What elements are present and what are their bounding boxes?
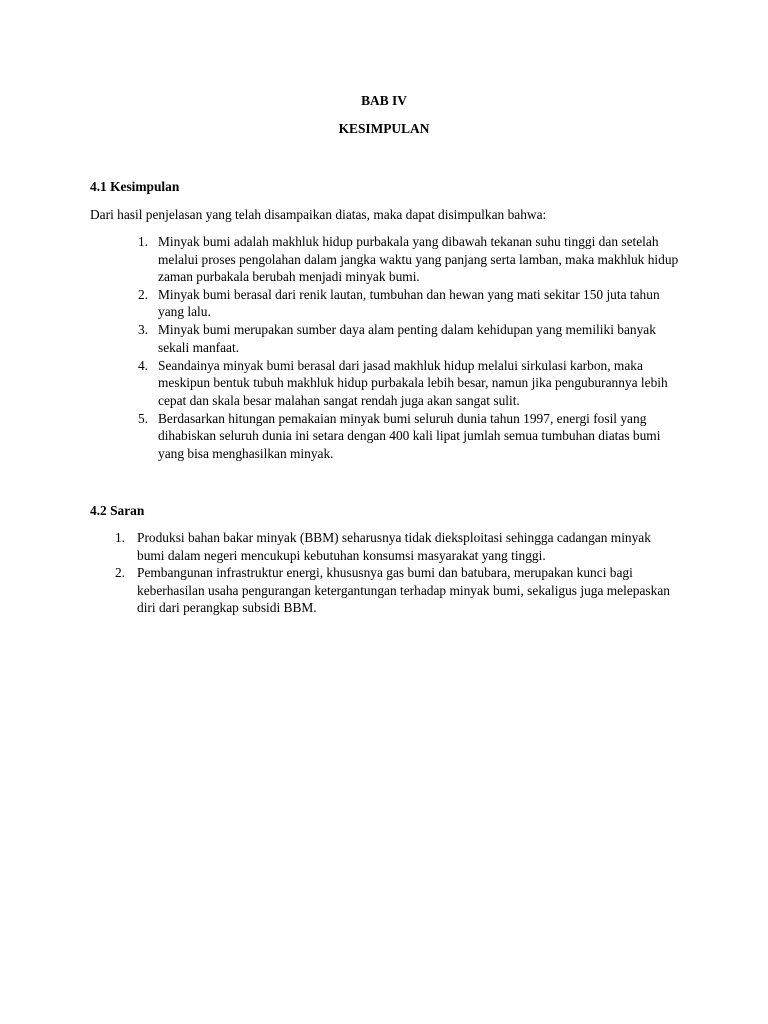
list-item-number: 1.: [137, 234, 148, 249]
conclusion-list: [137, 233, 683, 462]
list-item: [137, 357, 683, 410]
list-item: [137, 321, 683, 356]
list-item-text: Minyak bumi berasal dari renik lautan, tumbuhan dan hewan yang mati sekitar 150 juta tahun yang lalu.: [158, 286, 660, 320]
list-item-number: 3.: [137, 322, 148, 338]
list-item-number: 4.: [137, 357, 148, 373]
list-item-number: 5.: [137, 410, 148, 426]
list-item-text: Berdasarkan hitungan pemakaian minyak bumi seluruh dunia tahun 1997, energi fosil yang dihabiskan seluruh dunia ini setara dengan 400 kali lipat jumlah semua tumbuhan diatas bumi yang bisa menghasilkan minyak.: [158, 410, 661, 461]
list-item-number: 1.: [114, 530, 125, 545]
list-item-text: Produksi bahan bakar minyak (BBM) seharusnya tidak dieksploitasi sehingga cadangan minyak bumi dalam negeri mencukupi kebutuhan konsumsi masyarakat yang tinggi.: [137, 530, 651, 563]
list-item-number: 2.: [137, 286, 148, 302]
list-item: [114, 529, 672, 564]
list-item-text: Pembangunan infrastruktur energi, khususnya gas bumi dan batubara, merupakan kunci bagi keberhasilan usaha pengurangan ketergantungan terhadap minyak bumi, sekaligus juga melepaskan diri dari perangkap subsidi BBM.: [137, 565, 670, 616]
list-item: [137, 286, 683, 321]
suggestion-list: [114, 529, 672, 617]
list-item-text: Seandainya minyak bumi berasal dari jasad makhluk hidup melalui sirkulasi karbon, maka meskipun bentuk tubuh makhluk hidup purbakala lebih besar, namun jika penguburannya lebih cepat dan skala besar malahan sangat rendah juga akan sangat sulit.: [158, 357, 668, 408]
list-item-number: 2.: [114, 565, 125, 581]
section-intro: Dari hasil penjelasan yang telah disampaikan diatas, maka dapat disimpulkan bahwa:: [90, 207, 547, 222]
list-item-text: Minyak bumi merupakan sumber daya alam penting dalam kehidupan yang memiliki banyak sekali manfaat.: [158, 322, 656, 355]
list-item-text: Minyak bumi adalah makhluk hidup purbakala yang dibawah tekanan suhu tinggi dan setelah melalui proses pengolahan dalam jangka waktu yang panjang serta lamban, maka makhluk hidup zaman purbakala berubah menjadi minyak bumi.: [158, 234, 679, 284]
section-heading-conclusion: 4.1 Kesimpulan: [90, 179, 180, 194]
list-item: [137, 410, 683, 463]
section-heading-suggestion: 4.2 Saran: [90, 503, 145, 518]
chapter-title: KESIMPULAN: [338, 121, 430, 136]
list-item: [137, 233, 683, 286]
list-item: [114, 564, 672, 617]
chapter-label: BAB IV: [361, 93, 407, 108]
